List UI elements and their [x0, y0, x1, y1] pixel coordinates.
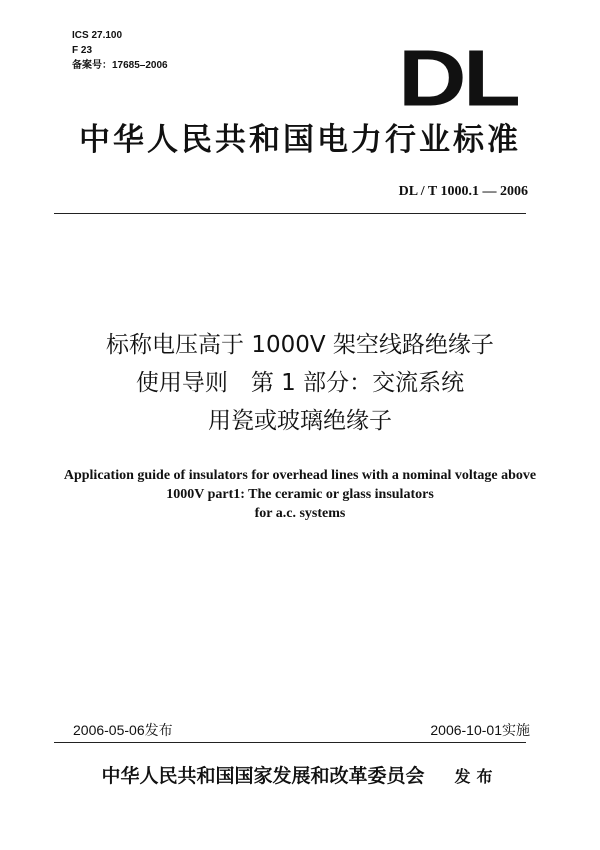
- chinese-title-line-3: 用瓷或玻璃绝缘子: [208, 408, 392, 434]
- bottom-divider: [54, 742, 526, 743]
- chinese-title-line-1: 标称电压高于 1000V 架空线路绝缘子: [106, 332, 494, 358]
- ics-code: ICS 27.100: [72, 30, 123, 41]
- classification-block: [72, 28, 168, 73]
- record-number: 备案号：17685–2006: [72, 60, 168, 71]
- publish-date: 2006-05-06发布: [73, 722, 173, 738]
- effective-date: 2006-10-01实施: [430, 722, 530, 738]
- publisher-action: 发布: [454, 767, 499, 786]
- english-title-line-2: 1000V part1: The ceramic or glass insulators: [166, 487, 434, 502]
- chinese-title-line-2: 使用导则 第 1 部分：交流系统: [135, 370, 465, 396]
- publisher-name: 中华人民共和国国家发展和改革委员会: [101, 765, 425, 787]
- english-title: [0, 466, 600, 523]
- classification-code: F 23: [72, 45, 93, 56]
- top-divider: [54, 213, 526, 214]
- publisher-line: [0, 762, 600, 791]
- chinese-title: [0, 326, 600, 440]
- standard-number: DL / T 1000.1 — 2006: [398, 184, 528, 199]
- english-title-line-3: for a.c. systems: [254, 506, 346, 521]
- english-title-line-1: Application guide of insulators for overhead lines with a nominal voltage above: [63, 468, 537, 483]
- dl-logo: DL: [398, 34, 518, 124]
- standard-title: 中华人民共和国电力行业标准: [79, 122, 521, 158]
